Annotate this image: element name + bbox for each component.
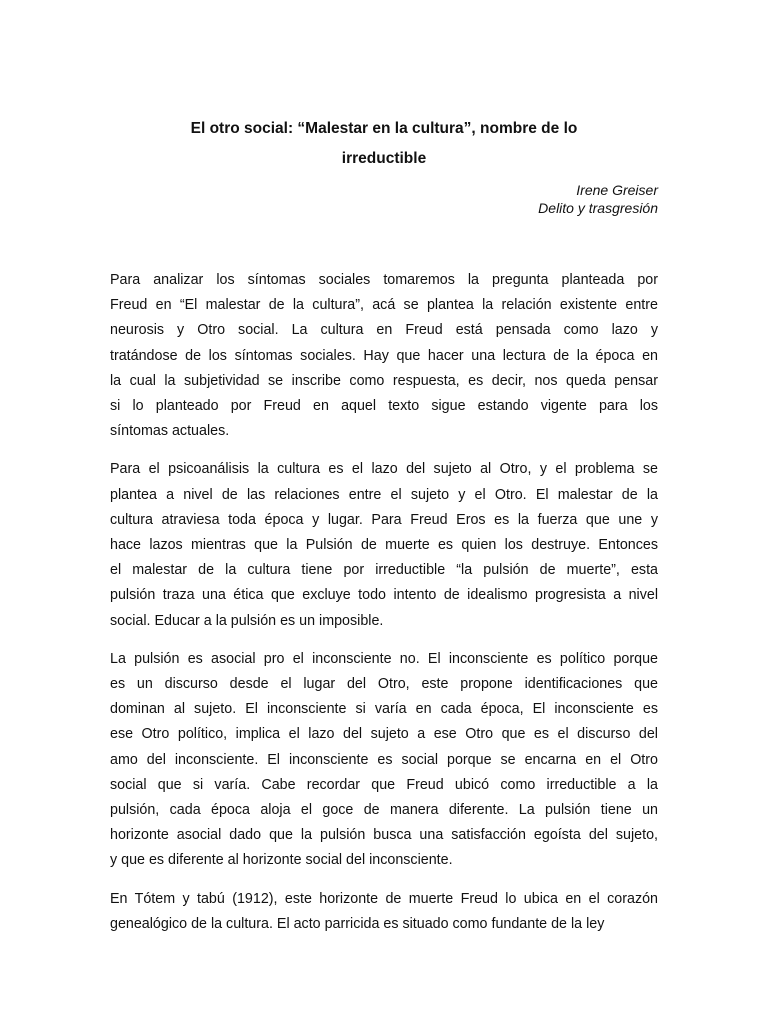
paragraph <box>110 647 658 874</box>
paragraph-line: y que es diferente al horizonte social del inconsciente. <box>110 852 453 869</box>
paragraph-line: horizonte asocial dado que la pulsión busca una satisfacción egoísta del sujeto, <box>110 827 658 844</box>
paragraph-line: amo del inconsciente. El inconsciente es social porque se encarna en el Otro <box>110 751 658 768</box>
paragraph-line: plantea a nivel de las relaciones entre el sujeto y el Otro. El malestar de la <box>110 486 658 503</box>
paragraph-line: si lo planteado por Freud en aquel texto sigue estando vigente para los <box>110 398 658 415</box>
paragraph-line: dominan al sujeto. El inconsciente si varía en cada época, El inconsciente es <box>110 701 658 718</box>
paragraph-line: La pulsión es asocial pro el inconsciente no. El inconsciente es político porque <box>110 650 658 667</box>
paragraph-line: la cual la subjetividad se inscribe como respuesta, es decir, nos queda pensar <box>110 372 658 389</box>
paragraph-line: hace lazos mientras que la Pulsión de muerte es quien los destruye. Entonces <box>110 537 658 554</box>
document-page <box>110 0 658 950</box>
paragraph-line: neurosis y Otro social. La cultura en Freud está pensada como lazo y <box>110 322 658 339</box>
paragraph-line: genealógico de la cultura. El acto parricida es situado como fundante de la ley <box>110 915 605 932</box>
document-title <box>110 114 658 174</box>
paragraph-line: Freud en “El malestar de la cultura”, acá se plantea la relación existente entre <box>110 297 658 314</box>
paragraph-line: Para analizar los síntomas sociales tomaremos la pregunta planteada por <box>110 272 658 288</box>
body-text <box>110 268 658 937</box>
paragraph-line: es un discurso desde el lugar del Otro, este propone identificaciones que <box>110 676 658 693</box>
title-line: irreductible <box>341 150 427 167</box>
author-name: Irene Greiser <box>576 182 658 198</box>
paragraph <box>110 457 658 633</box>
paragraph-line: el malestar de la cultura tiene por irreductible “la pulsión de muerte”, esta <box>110 562 658 579</box>
paragraph-line: cultura atraviesa toda época y lugar. Para Freud Eros es la fuerza que une y <box>110 511 658 528</box>
paragraph-line: pulsión, cada época aloja el goce de manera diferente. La pulsión tiene un <box>110 802 658 819</box>
paragraph-line: síntomas actuales. <box>110 423 230 440</box>
paragraph-line: tratándose de los síntomas sociales. Hay que hacer una lectura de la época en <box>110 347 658 364</box>
paragraph <box>110 268 658 444</box>
paragraph-line: pulsión traza una ética que excluye todo intento de idealismo progresista a nivel <box>110 587 658 604</box>
paragraph-line: En Tótem y tabú (1912), este horizonte de muerte Freud lo ubica en el corazón <box>110 890 658 907</box>
source-name: Delito y trasgresión <box>538 200 658 216</box>
byline <box>110 181 658 217</box>
paragraph-line: Para el psicoanálisis la cultura es el lazo del sujeto al Otro, y el problema se <box>110 461 658 478</box>
paragraph-line: social. Educar a la pulsión es un imposible. <box>110 612 384 629</box>
title-line: El otro social: “Malestar en la cultura”, nombre de lo <box>190 120 578 137</box>
paragraph-line: social que si varía. Cabe recordar que Freud ubicó como irreductible a la <box>110 776 658 793</box>
paragraph <box>110 887 658 937</box>
paragraph-line: ese Otro político, implica el lazo del sujeto a ese Otro que es el discurso del <box>110 726 658 743</box>
